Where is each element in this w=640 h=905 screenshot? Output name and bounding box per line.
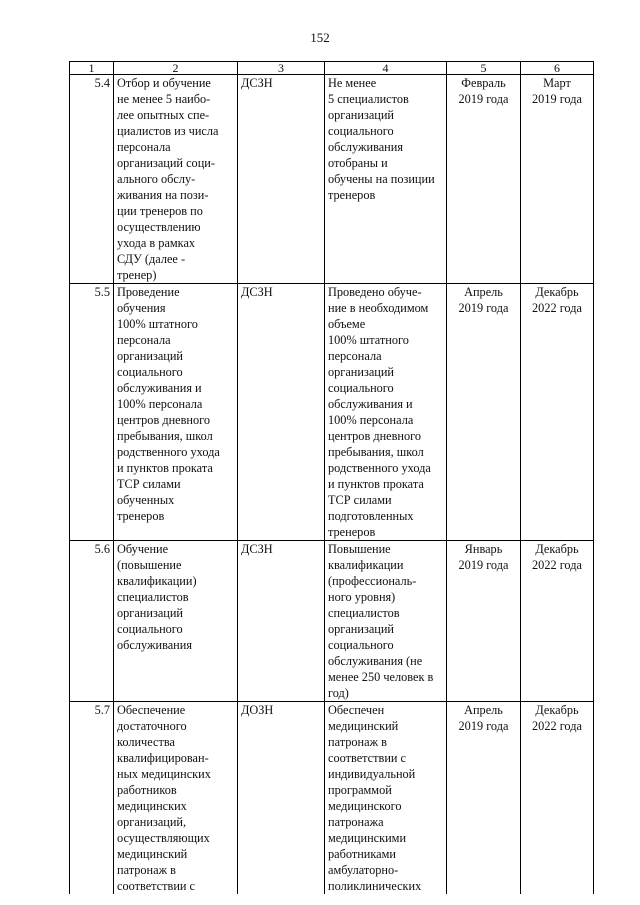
column-header: 3 <box>238 62 325 75</box>
item-number: 5.5 <box>70 284 114 541</box>
start-date: Апрель 2019 года <box>447 702 521 895</box>
start-date: Январь 2019 года <box>447 541 521 702</box>
page-number: 152 <box>310 30 330 45</box>
column-header: 5 <box>447 62 521 75</box>
item-number: 5.4 <box>70 75 114 284</box>
table-row <box>70 541 594 702</box>
end-date: Март 2019 года <box>521 75 594 284</box>
start-date: Февраль 2019 года <box>447 75 521 284</box>
item-number: 5.6 <box>70 541 114 702</box>
expected-result: Проведено обуче- ние в необходимом объеме 100% штатного персонала организаций социального обслуживания и 100% персонала центров дневного пребывания, школ родственного ухода и пунктов проката ТСР силами подготовленных тренеров <box>325 284 447 541</box>
start-date: Апрель 2019 года <box>447 284 521 541</box>
executor: ДСЗН <box>238 284 325 541</box>
table-row <box>70 75 594 284</box>
task-description: Обучение (повышение квалификации) специалистов организаций социального обслуживания <box>114 541 238 702</box>
executor: ДСЗН <box>238 541 325 702</box>
expected-result: Обеспечен медицинский патронаж в соответствии с индивидуальной программой медицинского патронажа медицинскими работниками амбулаторно- поликлинических <box>325 702 447 895</box>
end-date: Декабрь 2022 года <box>521 541 594 702</box>
expected-result: Повышение квалификации (профессиональ- ного уровня) специалистов организаций социального обслуживания (не менее 250 человек в год) <box>325 541 447 702</box>
expected-result: Не менее 5 специалистов организаций социального обслуживания отобраны и обучены на позиции тренеров <box>325 75 447 284</box>
executor: ДСЗН <box>238 75 325 284</box>
end-date: Декабрь 2022 года <box>521 702 594 895</box>
column-header: 2 <box>114 62 238 75</box>
table-row <box>70 284 594 541</box>
end-date: Декабрь 2022 года <box>521 284 594 541</box>
column-header: 1 <box>70 62 114 75</box>
task-description: Проведение обучения 100% штатного персонала организаций социального обслуживания и 100% персонала центров дневного пребывания, школ родственного ухода и пунктов проката ТСР силами обученных тренеров <box>114 284 238 541</box>
measures-table <box>69 61 594 894</box>
column-number-row <box>70 62 594 75</box>
item-number: 5.7 <box>70 702 114 895</box>
table-row <box>70 702 594 895</box>
column-header: 6 <box>521 62 594 75</box>
task-description: Обеспечение достаточного количества квалифицирован- ных медицинских работников медицинских организаций, осуществляющих медицинский патронаж в соответствии с <box>114 702 238 895</box>
column-header: 4 <box>325 62 447 75</box>
task-description: Отбор и обучение не менее 5 наибо- лее опытных спе- циалистов из числа персонала организаций соци- ального обслу- живания на пози- ции тренеров по осуществлению ухода в рамках СДУ (далее - тренер) <box>114 75 238 284</box>
executor: ДОЗН <box>238 702 325 895</box>
